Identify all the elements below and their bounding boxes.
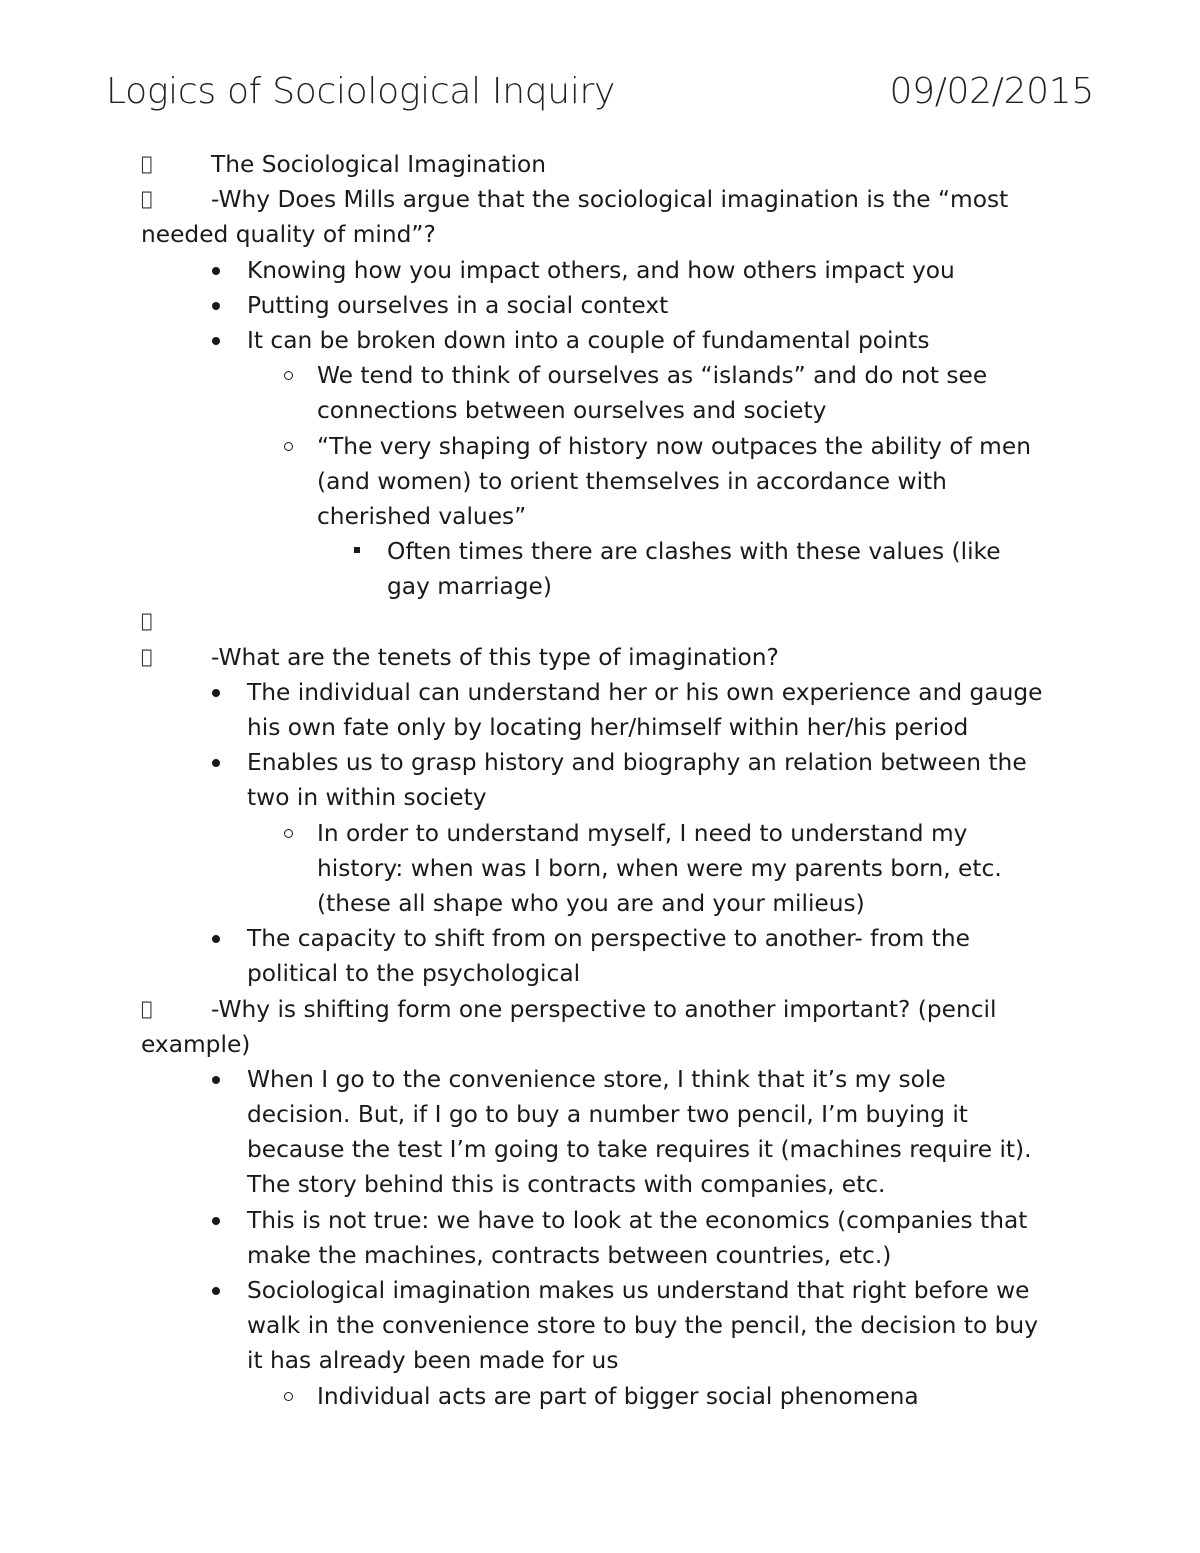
list-item bbox=[0, 429, 1200, 464]
list-item bbox=[0, 534, 1200, 569]
list-item-continuation bbox=[0, 1097, 1200, 1132]
bullet-icon bbox=[210, 745, 224, 780]
square-bullet-icon bbox=[353, 534, 363, 569]
list-item bbox=[0, 288, 1200, 323]
list-item-text: (these all shape who you are and your milieus) bbox=[317, 889, 865, 917]
page-title: Logics of Sociological Inquiry bbox=[106, 71, 616, 112]
hollow-bullet-icon bbox=[283, 816, 297, 851]
list-item-text: This is not true: we have to look at the economics (companies that bbox=[247, 1206, 1028, 1234]
list-item-continuation bbox=[0, 1238, 1200, 1273]
list-item-text: decision. But, if I go to buy a number two pencil, I’m buying it bbox=[247, 1101, 968, 1129]
list-item-continuation bbox=[0, 217, 1200, 252]
missing-glyph-icon bbox=[141, 182, 152, 217]
document-header bbox=[106, 68, 1094, 118]
list-item-continuation bbox=[0, 1308, 1200, 1343]
list-item-text: Knowing how you impact others, and how others impact you bbox=[247, 256, 955, 284]
list-item-continuation bbox=[0, 886, 1200, 921]
list-item-text: example) bbox=[141, 1030, 251, 1058]
bullet-icon bbox=[210, 253, 224, 288]
list-item bbox=[0, 1062, 1200, 1097]
missing-glyph-icon bbox=[141, 992, 152, 1027]
list-item bbox=[0, 604, 1200, 639]
list-item-text: gay marriage) bbox=[387, 573, 552, 601]
missing-glyph-icon bbox=[141, 604, 152, 639]
list-item-text: Putting ourselves in a social context bbox=[247, 291, 669, 319]
list-item-continuation bbox=[0, 464, 1200, 499]
list-item-text: -What are the tenets of this type of imagination? bbox=[211, 643, 779, 671]
list-item-continuation bbox=[0, 1167, 1200, 1202]
list-item bbox=[0, 253, 1200, 288]
list-item bbox=[0, 1273, 1200, 1308]
list-item-text: it has already been made for us bbox=[247, 1347, 619, 1375]
list-item-text: political to the psychological bbox=[247, 960, 581, 988]
list-item-text: We tend to think of ourselves as “islands” and do not see bbox=[317, 362, 988, 390]
list-item-text: needed quality of mind”? bbox=[141, 221, 436, 249]
list-item bbox=[0, 358, 1200, 393]
list-item-continuation bbox=[0, 499, 1200, 534]
list-item bbox=[0, 921, 1200, 956]
list-item-text: The individual can understand her or his own experience and gauge bbox=[247, 678, 1043, 706]
list-item-text: Individual acts are part of bigger social phenomena bbox=[317, 1382, 919, 1410]
bullet-icon bbox=[210, 675, 224, 710]
bullet-icon bbox=[210, 1203, 224, 1238]
list-item bbox=[0, 816, 1200, 851]
list-item-text: The story behind this is contracts with companies, etc. bbox=[247, 1171, 886, 1199]
list-item bbox=[0, 147, 1200, 182]
list-item-continuation bbox=[0, 1027, 1200, 1062]
list-item-text: “The very shaping of history now outpaces the ability of men bbox=[317, 432, 1031, 460]
hollow-bullet-icon bbox=[283, 429, 297, 464]
page-date: 09/02/2015 bbox=[889, 71, 1094, 112]
list-item-text: two in within society bbox=[247, 784, 487, 812]
list-item bbox=[0, 182, 1200, 217]
bullet-icon bbox=[210, 1062, 224, 1097]
list-item-text: Sociological imagination makes us understand that right before we bbox=[247, 1277, 1030, 1304]
list-item bbox=[0, 1203, 1200, 1238]
missing-glyph-icon bbox=[141, 147, 152, 182]
list-item-text: connections between ourselves and society bbox=[317, 397, 827, 425]
list-item-continuation bbox=[0, 569, 1200, 604]
list-item-text: his own fate only by locating her/himself within her/his period bbox=[247, 714, 969, 741]
list-item-text: history: when was I born, when were my parents born, etc. bbox=[317, 854, 1002, 882]
list-item-text: because the test I’m going to take requires it (machines require it). bbox=[247, 1136, 1032, 1164]
list-item-text: -Why Does Mills argue that the sociological imagination is the “most bbox=[211, 186, 1009, 214]
list-item bbox=[0, 1379, 1200, 1414]
bullet-icon bbox=[210, 288, 224, 323]
list-item-continuation bbox=[0, 851, 1200, 886]
list-item-text: cherished values” bbox=[317, 502, 527, 530]
list-item-text: (and women) to orient themselves in accordance with bbox=[317, 467, 947, 495]
hollow-bullet-icon bbox=[283, 358, 297, 393]
list-item-text: walk in the convenience store to buy the pencil, the decision to buy bbox=[247, 1312, 1038, 1340]
list-item-text: -Why is shifting form one perspective to another important? (pencil bbox=[211, 995, 997, 1023]
list-item-continuation bbox=[0, 780, 1200, 815]
list-item-continuation bbox=[0, 710, 1200, 745]
list-item-continuation bbox=[0, 1132, 1200, 1167]
list-item bbox=[0, 640, 1200, 675]
bullet-icon bbox=[210, 323, 224, 358]
list-item-text: make the machines, contracts between countries, etc.) bbox=[247, 1241, 892, 1269]
list-item-text: The Sociological Imagination bbox=[211, 151, 547, 178]
list-item-text: It can be broken down into a couple of fundamental points bbox=[247, 326, 930, 354]
hollow-bullet-icon bbox=[283, 1379, 297, 1414]
notes-body bbox=[0, 147, 1200, 1414]
list-item-continuation bbox=[0, 1343, 1200, 1378]
list-item-text: In order to understand myself, I need to understand my bbox=[317, 819, 968, 847]
list-item-text: The capacity to shift from on perspective to another- from the bbox=[247, 925, 971, 953]
list-item bbox=[0, 992, 1200, 1027]
list-item-text: Often times there are clashes with these values (like bbox=[387, 538, 1001, 566]
list-item bbox=[0, 675, 1200, 710]
list-item bbox=[0, 745, 1200, 780]
list-item-text: Enables us to grasp history and biography an relation between the bbox=[247, 749, 1027, 777]
missing-glyph-icon bbox=[141, 640, 152, 675]
bullet-icon bbox=[210, 1273, 224, 1308]
list-item-continuation bbox=[0, 393, 1200, 428]
list-item bbox=[0, 323, 1200, 358]
list-item-text: When I go to the convenience store, I think that it’s my sole bbox=[247, 1065, 946, 1093]
list-item-continuation bbox=[0, 956, 1200, 991]
bullet-icon bbox=[210, 921, 224, 956]
